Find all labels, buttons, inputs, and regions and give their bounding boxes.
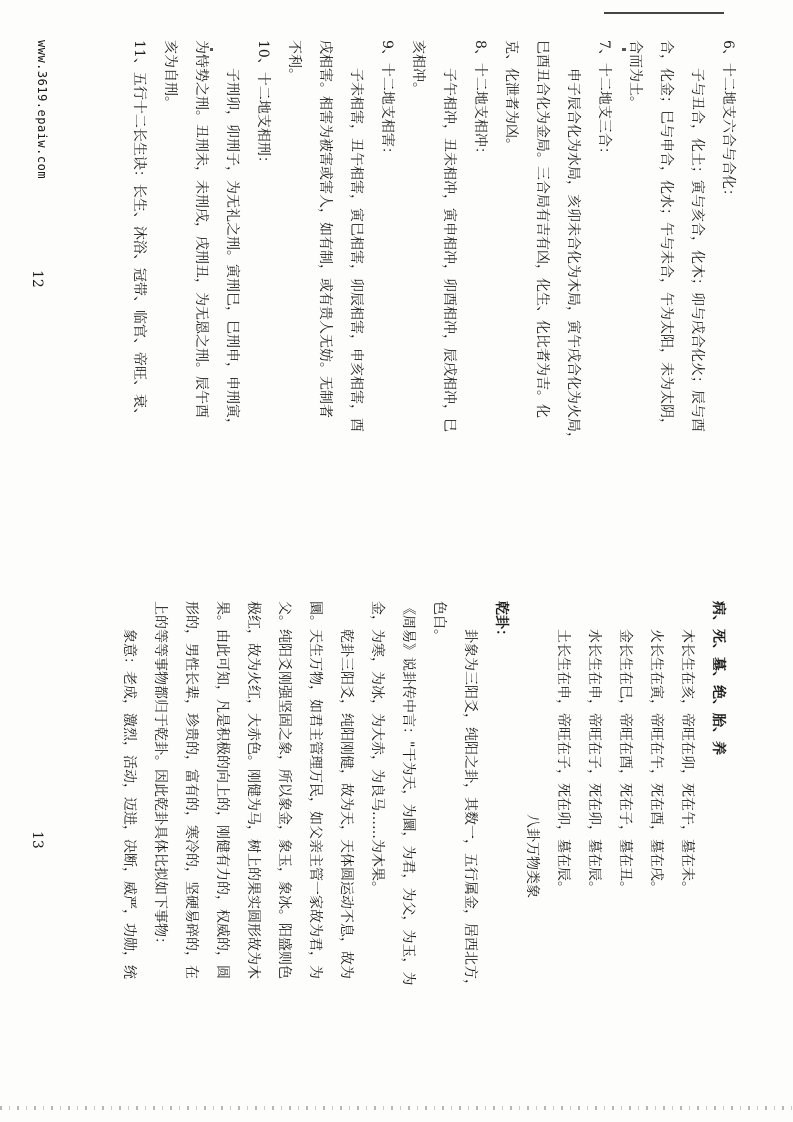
body-line: 病、死、墓、绝、胎、养 (710, 601, 726, 755)
website-url: www.3619.epaiw.com (35, 40, 49, 180)
body-line: 合而为土。 (627, 40, 643, 110)
body-line: 合，化金；巳与申合，化水；午与未合，午为太阳，未为太阴， (658, 40, 674, 432)
body-line: 火长生在寅，帝旺在午，死在酉，墓在戌。 (648, 629, 664, 895)
body-line: 《周易》说卦传中言："干为天，为圜，为君，为父，为玉，为 (400, 601, 416, 986)
page-13 (0, 561, 793, 1122)
section-heading: 11、五行十二长生诀：长生、沐浴、冠带、临官、帝旺、衰、 (131, 40, 147, 422)
body-line: 象意：老成，激烈，活动，迈进，决断，威严，功勋，统 (121, 629, 137, 979)
section-heading: 9、十二地支相害： (379, 40, 395, 161)
body-line: 克、化泄者为凶。 (503, 40, 519, 152)
scan-edge-line (604, 12, 724, 14)
page-number: 13 (29, 831, 45, 849)
page-13-region (0, 561, 793, 1122)
body-line: 子刑卯，卯刑子，为无礼之刑。寅刑巳，巳刑申，申刑寅， (224, 68, 240, 432)
body-line: 色白。 (431, 601, 447, 643)
section-heading: 乾卦： (493, 601, 509, 643)
body-line: 子未相害，丑午相害，寅巳相害，卯辰相害，申亥相害，酉 (348, 68, 364, 432)
body-line: 戌相害。相害为被害或害人，如有制，或有贵人无妨。无制者 (317, 40, 333, 418)
body-line: 为恃势之刑。丑刑未，未刑戌，戌刑丑，为无恩之刑。辰午酉 (193, 40, 209, 418)
body-line: 圜。天生万物，如君主管理万民，如父亲主管一家故为君，为 (307, 601, 323, 979)
page-13-rotated (0, 561, 793, 1122)
body-line: 不利。 (286, 40, 302, 82)
body-line: 土长生在申，帝旺在子，死在卯，墓在辰。 (555, 629, 571, 895)
body-line: 子午相冲，丑未相冲，寅申相冲，卯酉相冲，辰戌相冲，巳 (441, 68, 457, 432)
body-line: 金长生在巳，帝旺在酉，死在子，墓在丑。 (617, 629, 633, 895)
section-heading: 7、十二地支三合： (596, 40, 612, 161)
body-line: 亥为自刑。 (162, 40, 178, 110)
body-line: 金，为寒，为冰，为大赤，为良马……为木果。 (369, 601, 385, 895)
chapter-title: 八卦万物类象 (524, 814, 540, 898)
page-12-body (123, 40, 743, 510)
body-line: 极红，故为火红，大赤色。刚健为马，树上的果实圆形故为木 (245, 601, 261, 979)
section-heading: 8、十二地支相冲： (472, 40, 488, 161)
body-line: 形的，男性长辈，珍贵的，富有的，寒冷的，坚硬易碎的，在 (183, 601, 199, 979)
section-heading: 10、十二地支相刑： (255, 40, 271, 170)
page-number: 12 (29, 270, 45, 288)
scan-speck (210, 48, 213, 51)
body-line: 乾卦三阳爻，纯阳刚健，故为天，天体圆运动不息，故为 (338, 629, 354, 979)
body-line: 果。由此可知，凡是积极的向上的，刚健有力的，权威的，圆 (214, 601, 230, 979)
body-line: 亥相冲。 (410, 40, 426, 96)
body-line: 上的等等事物都归于乾卦。因此乾卦具体比拟如下事物： (152, 601, 168, 951)
body-line: 申子辰合化为水局，亥卯未合化为木局，寅午戌合化为火局， (565, 68, 581, 446)
body-line: 巳酉丑合化为金局。三合局有吉有凶，化生、化比者为吉。化 (534, 40, 550, 418)
page-13-body (113, 601, 733, 1071)
body-line: 卦象为三阳爻，纯阳之卦，其数一，五行属金，居西北方， (462, 629, 478, 993)
body-line: 子与丑合，化土；寅与亥合，化木；卯与戌合化火；辰与酉 (689, 68, 705, 432)
body-line: 父。纯阳爻刚强坚固之象，所以象金，象玉，象冰。阳盛则色 (276, 601, 292, 979)
body-line: 木长生在亥，帝旺在卯，死在午，墓在未。 (679, 629, 695, 895)
section-heading: 6、十二地支六合与合化： (720, 40, 736, 203)
body-line: 水长生在申，帝旺在子，死在卯，墓在辰。 (586, 629, 602, 895)
scan-speck (622, 48, 626, 51)
scan-edge-noise (0, 1106, 793, 1110)
